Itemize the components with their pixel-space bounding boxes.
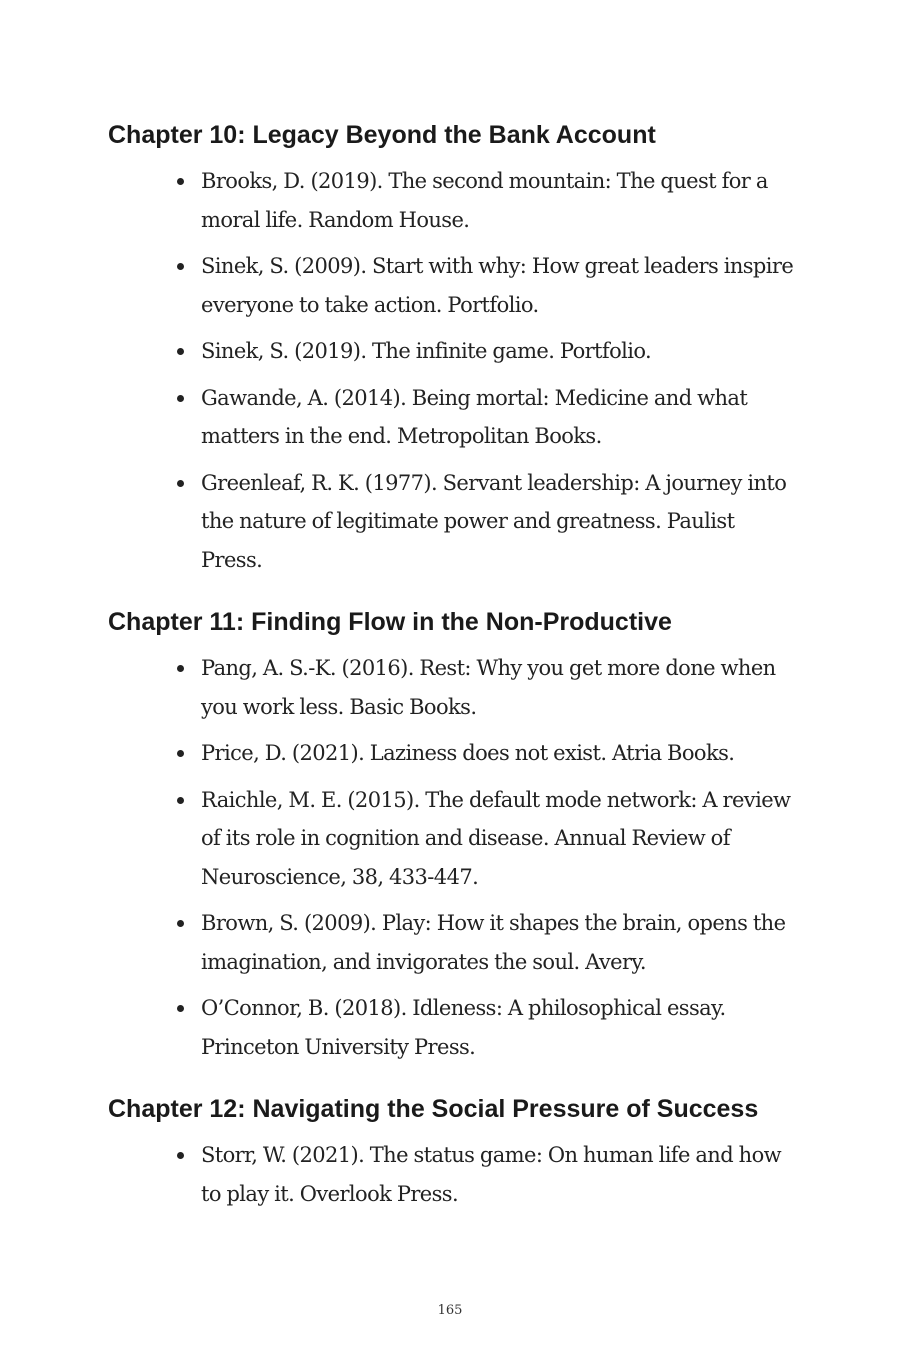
reference-list [108,162,798,579]
bullet-icon [177,1152,184,1159]
bullet-icon [177,797,184,804]
bullet-icon [177,480,184,487]
reference-item [108,162,798,239]
chapter-heading: Chapter 10: Legacy Beyond the Bank Account [108,121,656,149]
page-number: 165 [437,1303,463,1318]
bullet-icon [177,348,184,355]
bullet-icon [177,1005,184,1012]
reference-list [108,649,798,1066]
reference-text: O’Connor, B. (2018). Idleness: A philosophical essay. Princeton University Press. [201,996,726,1059]
bullet-icon [177,178,184,185]
reference-text: Price, D. (2021). Laziness does not exist. Atria Books. [201,741,735,765]
reference-item [108,734,798,773]
chapter-heading: Chapter 12: Navigating the Social Pressure of Success [108,1095,759,1123]
reference-text: Brooks, D. (2019). The second mountain: The quest for a moral life. Random House. [201,169,768,232]
reference-text: Brown, S. (2009). Play: How it shapes the brain, opens the imagination, and invigorates the soul. Avery. [201,911,786,974]
reference-item [108,379,798,456]
chapter-11-section [108,605,798,1066]
bullet-icon [177,665,184,672]
reference-item [108,904,798,981]
reference-text: Raichle, M. E. (2015). The default mode network: A review of its role in cognition and disease. Annual Review of Neuroscience, 38, 433-447. [201,787,791,889]
reference-item [108,247,798,324]
chapter-10-section [108,118,798,579]
reference-text: Greenleaf, R. K. (1977). Servant leadership: A journey into the nature of legitimate power and greatness. Paulist Press. [201,470,787,572]
reference-text: Pang, A. S.-K. (2016). Rest: Why you get more done when you work less. Basic Books. [201,656,776,719]
references-content [108,118,798,1213]
reference-item [108,332,798,371]
reference-text: Gawande, A. (2014). Being mortal: Medicine and what matters in the end. Metropolitan Books. [201,385,748,448]
bullet-icon [177,920,184,927]
reference-text: Sinek, S. (2019). The infinite game. Portfolio. [201,339,652,363]
reference-text: Storr, W. (2021). The status game: On human life and how to play it. Overlook Press. [201,1143,781,1206]
reference-item [108,649,798,726]
bullet-icon [177,263,184,270]
reference-item [108,1136,798,1213]
bullet-icon [177,395,184,402]
reference-item [108,464,798,580]
chapter-heading: Chapter 11: Finding Flow in the Non-Productive [108,608,672,636]
reference-list [108,1136,798,1213]
chapter-12-section [108,1092,798,1213]
reference-item [108,989,798,1066]
reference-text: Sinek, S. (2009). Start with why: How great leaders inspire everyone to take action. Portfolio. [201,254,794,317]
bullet-icon [177,750,184,757]
reference-item [108,781,798,897]
